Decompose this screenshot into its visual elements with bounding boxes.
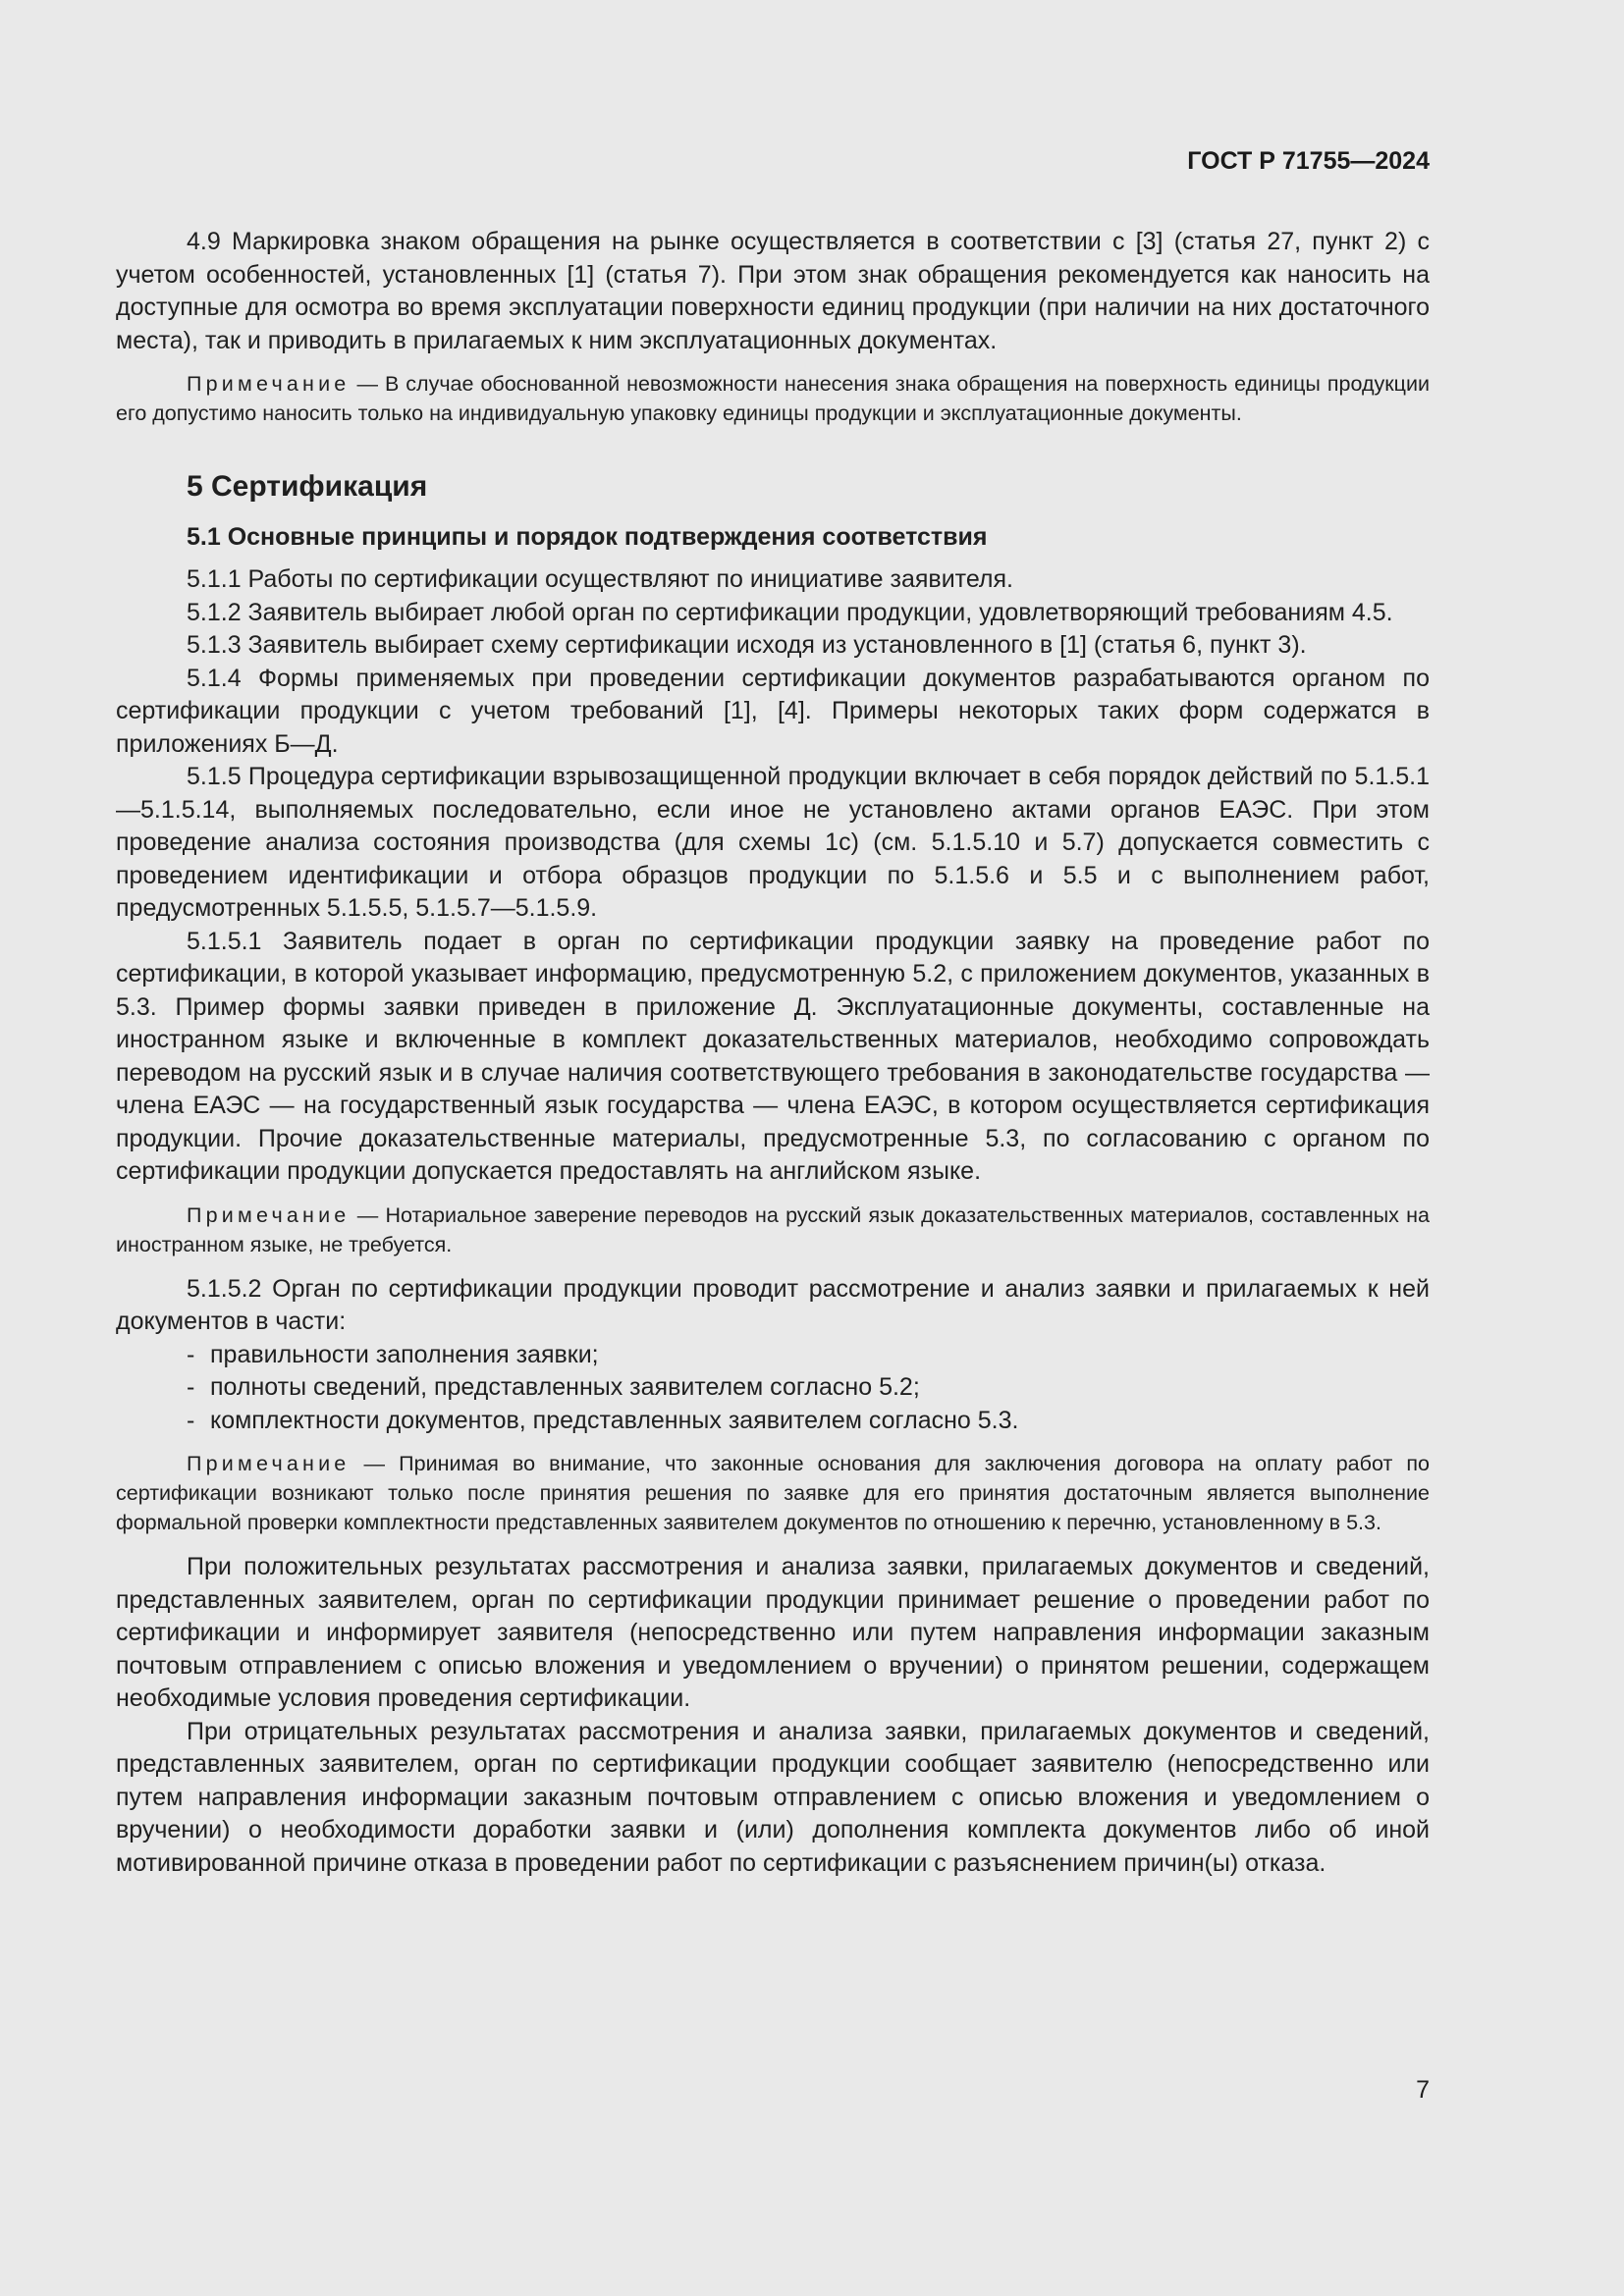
requirements-list (116, 1339, 1430, 1438)
page-number: 7 (1416, 2076, 1430, 2104)
paragraph-5-1-5-2: 5.1.5.2 Орган по сертификации продукции проводит рассмотрение и анализ заявки и прилагаемых к ней документов в части: (116, 1274, 1430, 1335)
list-item-text: комплектности документов, представленных заявителем согласно 5.3. (210, 1406, 1019, 1434)
note-3-text: — Принимая во внимание, что законные основания для заключения договора на оплату работ по сертификации возникают только после принятия решения по заявке для его принятия достаточным является выполнение формальной проверки комплектности представленных заявителем документов по отношению к перечню, установленному в 5.3. (116, 1452, 1430, 1534)
note-3 (116, 1449, 1430, 1537)
note-label: Примечание (187, 372, 351, 396)
document-code: ГОСТ Р 71755—2024 (1187, 147, 1430, 175)
paragraph-5-1-5: 5.1.5 Процедура сертификации взрывозащищенной продукции включает в себя порядок действий по 5.1.5.1—5.1.5.14, выполняемых последовательно, если иное не установлено актами органов ЕАЭС. При этом проведение анализа состояния производства (для схемы 1с) (см. 5.1.5.10 и 5.7) допускается совместить с проведением идентификации и отбора образцов продукции по 5.1.5.6 и 5.5 и с выполнением работ, предусмотренных 5.1.5.5, 5.1.5.7—5.1.5.9. (116, 763, 1430, 922)
section-5-heading: 5 Сертификация (187, 470, 428, 503)
note-1-text: — В случае обоснованной невозможности нанесения знака обращения на поверхность единицы продукции его допустимо наносить только на индивидуальную упаковку единицы продукции и эксплуатационные документы. (116, 372, 1430, 425)
paragraph-4-9: 4.9 Маркировка знаком обращения на рынке осуществляется в соответствии с [3] (статья 27, пункт 2) с учетом особенностей, установленных [1] (статья 7). При этом знак обращения рекомендуется как наносить на доступные для осмотра во время эксплуатации поверхности единиц продукции (при наличии на них достаточного места), так и приводить в прилагаемых к ним эксплуатационных документах. (116, 228, 1430, 354)
paragraph-positive-result: При положительных результатах рассмотрения и анализа заявки, прилагаемых документов и сведений, представленных заявителем, орган по сертификации продукции принимает решение о проведении работ по сертификации и информирует заявителя (непосредственно или путем направления информации заказным почтовым отправлением с описью вложения и уведомлением о вручении) о принятом решении, содержащем необходимые условия проведения сертификации. (116, 1553, 1430, 1712)
paragraph-5-1-2: 5.1.2 Заявитель выбирает любой орган по сертификации продукции, удовлетворяющий требованиям 4.5. (187, 598, 1393, 626)
note-1 (116, 369, 1430, 428)
note-2-text: — Нотариальное заверение переводов на русский язык доказательственных материалов, составленных на иностранном языке, не требуется. (116, 1202, 1430, 1256)
paragraph-negative-result: При отрицательных результатах рассмотрения и анализа заявки, прилагаемых документов и сведений, представленных заявителем, орган по сертификации продукции сообщает заявителю (непосредственно или путем направления информации заказным почтовым отправлением с описью вложения и уведомлением о вручении) о необходимости доработки заявки и (или) дополнения комплекта документов либо об иной мотивированной причине отказа в проведении работ по сертификации с разъяснением причин(ы) отказа. (116, 1717, 1430, 1877)
paragraph-5-1-4: 5.1.4 Формы применяемых при проведении сертификации документов разрабатываются органом по сертификации продукции с учетом требований [1], [4]. Примеры некоторых таких форм содержатся в приложениях Б—Д. (116, 664, 1430, 758)
page-body (116, 226, 1430, 1880)
section-5-1-heading: 5.1 Основные принципы и порядок подтверждения соответствия (187, 523, 988, 551)
list-item (116, 1339, 1430, 1372)
note-label: Примечание (187, 1202, 351, 1227)
note-2 (116, 1201, 1430, 1259)
list-dash: - (187, 1373, 195, 1401)
list-dash: - (187, 1340, 195, 1368)
paragraph-5-1-3: 5.1.3 Заявитель выбирает схему сертификации исходя из установленного в [1] (статья 6, пункт 3). (187, 631, 1307, 659)
list-item (116, 1371, 1430, 1405)
list-item-text: правильности заполнения заявки; (210, 1340, 599, 1368)
note-label: Примечание (187, 1452, 351, 1475)
list-item (116, 1405, 1430, 1438)
list-dash: - (187, 1406, 195, 1434)
paragraph-5-1-5-1: 5.1.5.1 Заявитель подает в орган по сертификации продукции заявку на проведение работ по сертификации, в которой указывает информацию, предусмотренную 5.2, с приложением документов, указанных в 5.3. Пример формы заявки приведен в приложение Д. Эксплуатационные документы, составленные на иностранном языке и включенные в комплект доказательственных материалов, необходимо сопровождать переводом на русский язык и в случае наличия соответствующего требования в законодательстве государства — члена ЕАЭС — на государственный язык государства — члена ЕАЭС, в котором осуществляется сертификация продукции. Прочие доказательственные материалы, предусмотренные 5.3, по согласованию с органом по сертификации продукции допускается предоставлять на английском языке. (116, 927, 1430, 1185)
paragraph-5-1-1: 5.1.1 Работы по сертификации осуществляют по инициативе заявителя. (187, 565, 1013, 593)
list-item-text: полноты сведений, представленных заявителем согласно 5.2; (210, 1373, 920, 1401)
